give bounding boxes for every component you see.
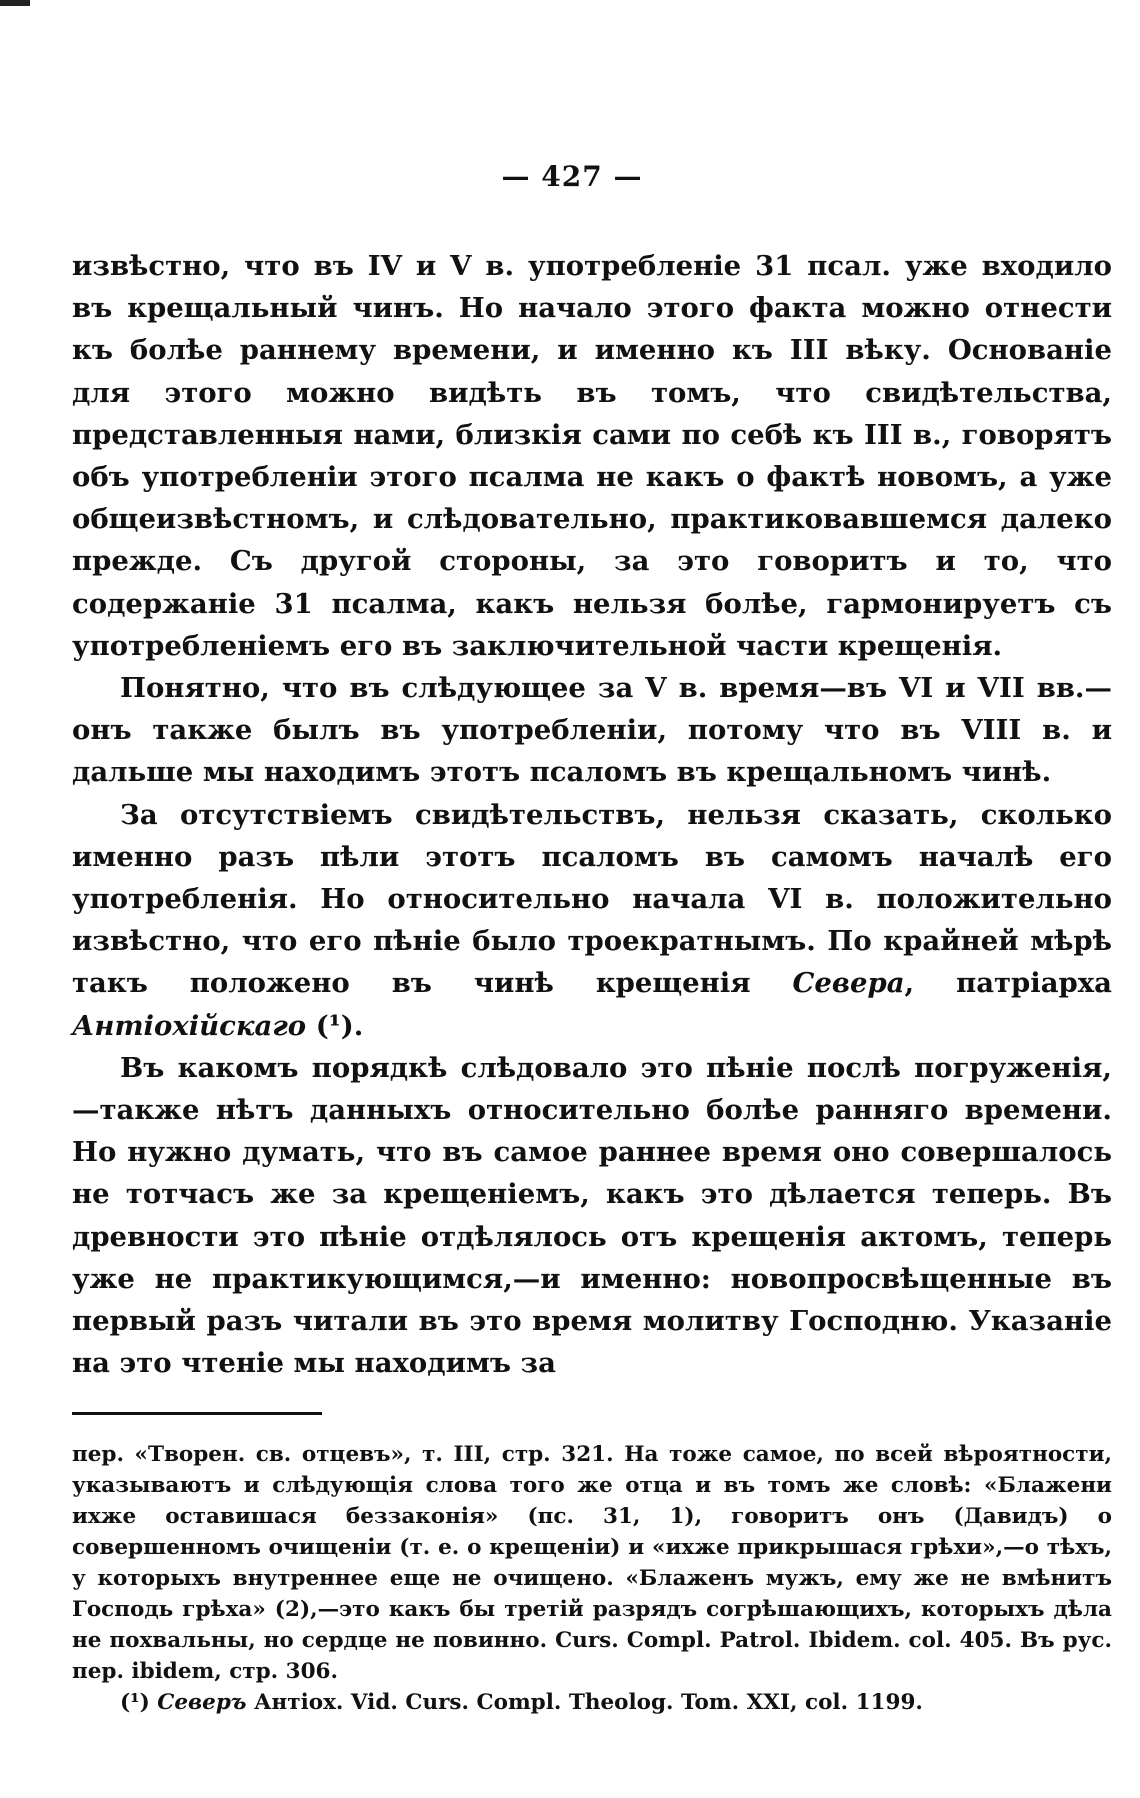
footnote-continuation: пер. «Творен. св. отцевъ», т. III, стр. 321. На тоже самое, по всей вѣроятности, указываютъ и слѣдующія слова того же отца и въ томъ же словѣ: «Блажени ихже оставишася беззаконія» (пс. 31, 1), говоритъ онъ (Давидъ) о совершенномъ очищеніи (т. е. о крещеніи) и «ихже прикрышася грѣхи»,—о тѣхъ, у которыхъ внутреннее еще не очищено. «Блаженъ мужъ, ему же не вмѣнитъ Господь грѣха» (2),—это какъ бы третій разрядъ согрѣшающихъ, которыхъ дѣла не похвальны, но сердце не повинно. Curs. Compl. Patrol. Ibidem. col. 405. Въ рус. пер. ibidem, стр. 306. [72,1442,1112,1685]
paragraph-3-text-c: (¹). [306,1009,364,1042]
footnote-1-mark: (¹) [120,1690,158,1716]
paragraph-3-name-antioch: Антіохійскаго [72,1009,307,1042]
footnote-separator [72,1412,322,1415]
page-number: — 427 — [501,160,643,193]
paragraph-2: Понятно, что въ слѣдующее за V в. время—въ VI и VII вв.—онъ также былъ въ употребленіи, потому что въ VIII в. и дальше мы находимъ этотъ псаломъ въ крещальномъ чинѣ. [72,672,1112,789]
footnote-1-text: Антіох. Vid. Curs. Compl. Theolog. Tom. XXI, col. 1199. [246,1690,923,1716]
paragraph-3-text-a: За отсутствіемъ свидѣтельствъ, нельзя сказать, сколько именно разъ пѣли этотъ псаломъ въ самомъ началѣ его употребленія. Но относительно начала VI в. положительно извѣстно, что его пѣніе было троекратнымъ. По крайней мѣрѣ такъ положено въ чинѣ крещенія [72,798,1112,1000]
paragraph-1: извѣстно, что въ IV и V в. употребленіе 31 псал. уже входило въ крещальный чинъ. Но начало этого факта можно отнести къ болѣе раннему времени, и именно къ III вѣку. Основаніе для этого можно видѣть въ томъ, что свидѣтельства, представленныя нами, близкія сами по себѣ къ III в., говорятъ объ употребленіи этого псалма не какъ о фактѣ новомъ, а уже общеизвѣстномъ, и слѣдовательно, практиковавшемся далеко прежде. Съ другой стороны, за это говоритъ и то, что содержаніе 31 псалма, какъ нельзя болѣе, гармонируетъ съ употребленіемъ его въ заключительной части крещенія. [72,250,1112,662]
footnotes [72,1439,1112,1718]
paragraph-3 [72,794,1112,1047]
footnote-1-name: Северъ [157,1690,247,1716]
main-text [72,245,1112,1384]
paragraph-3-name-severus: Севера [792,967,905,1000]
paragraph-3-text-b: , патріарха [904,967,1112,1000]
paragraph-4: Въ какомъ порядкѣ слѣдовало это пѣніе послѣ погруженія,—также нѣтъ данныхъ относительно болѣе ранняго времени. Но нужно думать, что въ самое раннее время оно совершалось не тотчасъ же за крещеніемъ, какъ это дѣлается теперь. Въ древности это пѣніе отдѣлялось отъ крещенія актомъ, теперь уже не практикующимся,—и именно: новопросвѣщенные въ первый разъ читали въ это время молитву Господню. Указаніе на это чтеніе мы находимъ за [72,1051,1112,1380]
scan-edge-mark [0,0,30,6]
footnote-1 [72,1687,1112,1718]
book-page [72,160,1112,1718]
